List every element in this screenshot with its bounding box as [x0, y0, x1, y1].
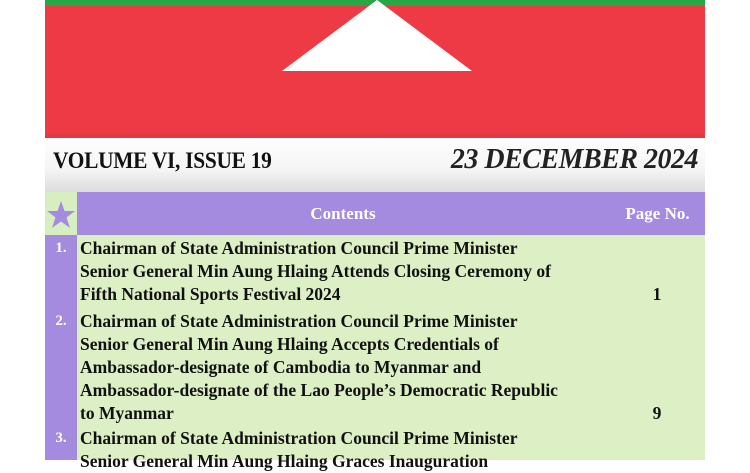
row-number: 1.	[55, 240, 67, 256]
flag-banner	[45, 0, 705, 138]
issue-date: 23 DECEMBER 2024	[450, 144, 698, 175]
row-page: 1	[652, 284, 662, 304]
header-star-cell	[45, 192, 77, 235]
issue-bar	[45, 138, 705, 192]
row-title[interactable]: Chairman of State Administration Council Prime Minister Senior General Min Aung Hlaing Graces Inauguration	[80, 428, 518, 471]
row-title[interactable]: Chairman of State Administration Council Prime Minister Senior General Min Aung Hlaing Attends Closing Ceremony of Fifth National Sports Festival 2024	[80, 238, 551, 304]
table-header	[45, 192, 705, 235]
page-number-heading: Page No.	[625, 204, 690, 223]
row-number: 3.	[55, 430, 67, 446]
flag-star-icon	[45, 0, 705, 138]
row-number: 2.	[55, 313, 67, 329]
row-title[interactable]: Chairman of State Administration Council Prime Minister Senior General Min Aung Hlaing Accepts Credentials of Ambassador-designate of Cambodia to Myanmar and Ambassador-designate of the Lao People’s Democratic Republic to Myanmar	[80, 311, 558, 423]
row-page: 9	[652, 403, 662, 423]
contents-heading: Contents	[310, 204, 376, 223]
star-icon	[46, 200, 76, 230]
contents-table	[45, 192, 705, 471]
volume-issue: VOLUME VI, ISSUE 19	[53, 148, 272, 173]
